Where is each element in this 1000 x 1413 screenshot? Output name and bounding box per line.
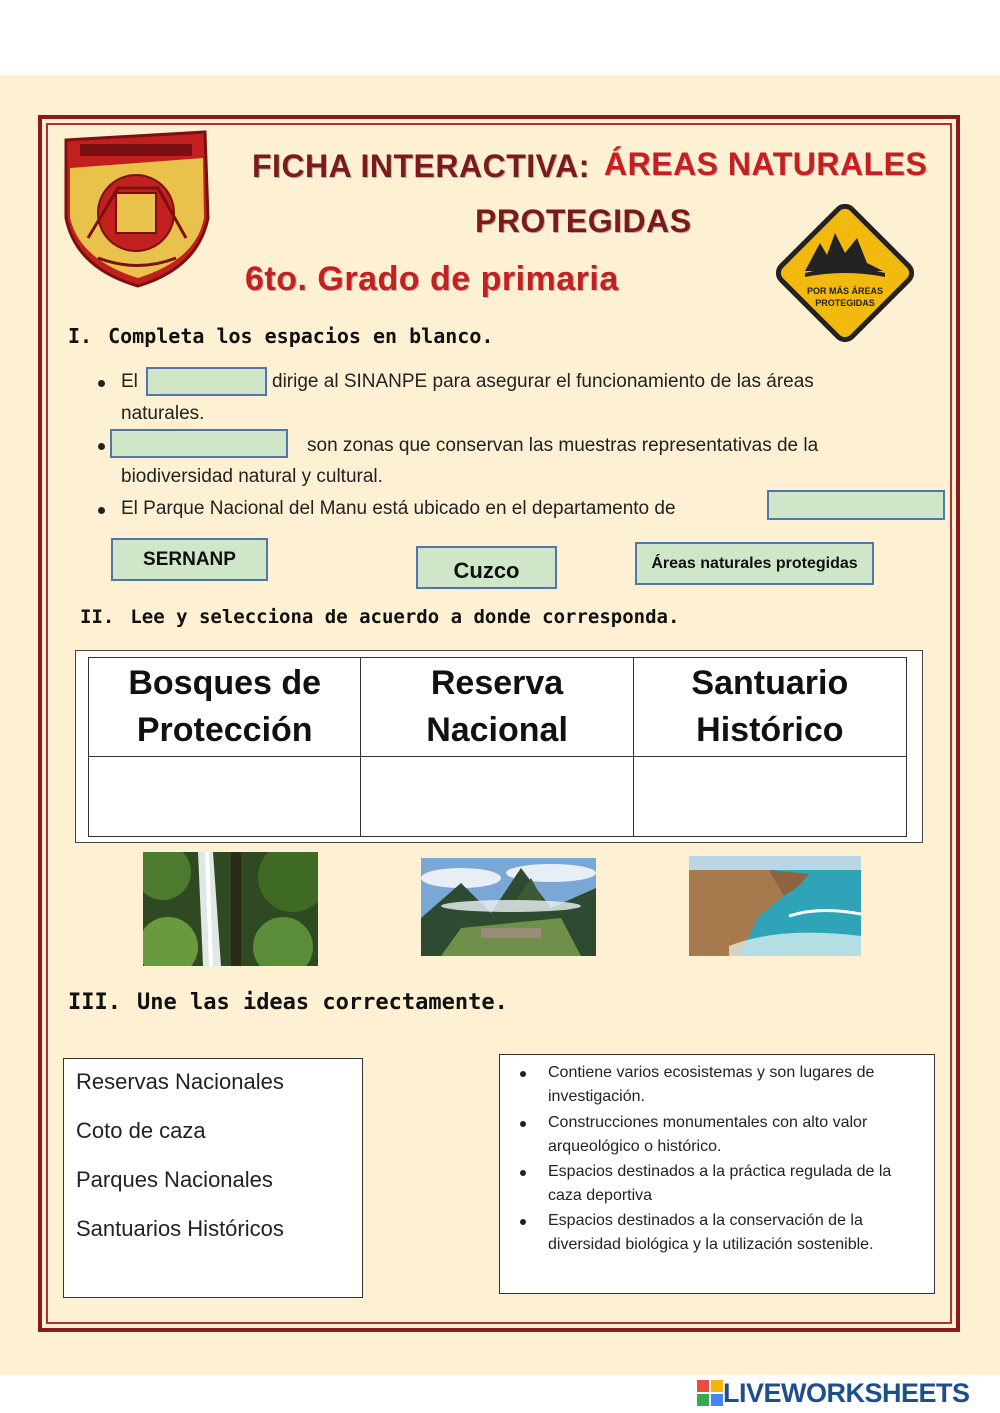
option-chip-areas[interactable]: Áreas naturales protegidas bbox=[635, 542, 874, 585]
sign-text-1: POR MÁS ÁREAS bbox=[806, 286, 884, 296]
liveworksheets-brand-text: LIVEWORKSHEETS bbox=[723, 1377, 970, 1408]
column-header-bosques bbox=[89, 658, 361, 757]
match-right-item[interactable] bbox=[548, 1061, 913, 1109]
section-1-numeral: I. bbox=[68, 324, 93, 348]
match-right-box bbox=[499, 1054, 935, 1294]
match-right-item-line-2: arqueológico o histórico. bbox=[548, 1138, 722, 1155]
drop-zone-santuario[interactable] bbox=[633, 757, 906, 837]
bullet-dot bbox=[520, 1121, 526, 1127]
school-crest-logo bbox=[58, 128, 213, 288]
section-1-heading-text: Completa los espacios en blanco. bbox=[108, 324, 494, 348]
section-2-heading-text: Lee y selecciona de acuerdo a donde corresponda. bbox=[130, 606, 680, 628]
match-left-item[interactable]: Reservas Nacionales bbox=[76, 1069, 284, 1094]
bullet-dot bbox=[98, 380, 105, 387]
match-left-box bbox=[63, 1058, 363, 1298]
match-left-item[interactable]: Santuarios Históricos bbox=[76, 1216, 284, 1241]
liveworksheets-logo[interactable] bbox=[697, 1378, 970, 1408]
column-1-line-1: Bosques de bbox=[128, 664, 322, 702]
section-2-numeral: II. bbox=[80, 606, 115, 628]
match-right-item-line-1: Espacios destinados a la conservación de la bbox=[548, 1212, 863, 1229]
bullet-2-cont: biodiversidad natural y cultural. bbox=[121, 466, 383, 487]
title-part-1: FICHA INTERACTIVA: bbox=[252, 148, 590, 184]
coastal-cliffs-image[interactable] bbox=[689, 856, 861, 956]
bullet-dot bbox=[520, 1170, 526, 1176]
column-1-line-2: Protección bbox=[136, 711, 313, 749]
liveworksheets-icon bbox=[697, 1380, 723, 1406]
section-3-heading-text: Une las ideas correctamente. bbox=[136, 990, 508, 1015]
title-part-3: PROTEGIDAS bbox=[475, 203, 692, 239]
match-right-item-line-1: Contiene varios ecosistemas y son lugares de bbox=[548, 1064, 875, 1081]
bullet-dot bbox=[520, 1219, 526, 1225]
section-1-heading bbox=[68, 324, 493, 348]
title-part-2: ÁREAS NATURALES bbox=[604, 146, 928, 182]
blank-2-input[interactable] bbox=[110, 429, 288, 458]
sign-text-2: PROTEGIDAS bbox=[815, 298, 875, 308]
section-3-numeral: III. bbox=[68, 990, 121, 1015]
bullet-dot bbox=[98, 507, 105, 514]
match-right-item[interactable] bbox=[548, 1111, 913, 1159]
bullet-3-text: El Parque Nacional del Manu está ubicado en el departamento de bbox=[121, 498, 676, 519]
column-3-line-2: Histórico bbox=[696, 711, 844, 749]
match-right-item-line-2: caza deportiva bbox=[548, 1187, 653, 1204]
option-chip-sernanp[interactable]: SERNANP bbox=[111, 538, 268, 581]
bullet-1-post: dirige al SINANPE para asegurar el funcionamiento de las áreas bbox=[272, 371, 814, 392]
option-chip-cuzco[interactable]: Cuzco bbox=[416, 546, 557, 589]
match-right-item-line-2: diversidad biológica y la utilización sostenible. bbox=[548, 1236, 874, 1253]
waterfall-forest-image[interactable] bbox=[143, 852, 318, 966]
grade-subtitle: 6to. Grado de primaria bbox=[245, 260, 619, 298]
bullet-2-post: son zonas que conservan las muestras representativas de la bbox=[307, 435, 819, 456]
bullet-1-pre: El bbox=[121, 371, 138, 392]
match-right-item-line-1: Construcciones monumentales con alto valor bbox=[548, 1114, 868, 1131]
classification-table bbox=[88, 657, 907, 837]
match-left-item[interactable]: Coto de caza bbox=[76, 1118, 206, 1143]
bullet-dot bbox=[98, 443, 105, 450]
bullet-dot bbox=[520, 1071, 526, 1077]
bullet-1-cont: naturales. bbox=[121, 403, 205, 424]
column-3-line-1: Santuario bbox=[691, 664, 849, 702]
protected-areas-sign bbox=[765, 193, 925, 353]
match-right-item-line-2: investigación. bbox=[548, 1088, 645, 1105]
column-2-line-2: Nacional bbox=[426, 711, 568, 749]
drop-zone-reserva[interactable] bbox=[361, 757, 633, 837]
drop-zone-bosques[interactable] bbox=[89, 757, 361, 837]
match-right-item[interactable] bbox=[548, 1209, 913, 1257]
match-left-item[interactable]: Parques Nacionales bbox=[76, 1167, 273, 1192]
blank-1-input[interactable] bbox=[146, 367, 267, 396]
match-right-item[interactable] bbox=[548, 1160, 913, 1208]
section-2-heading bbox=[80, 606, 679, 628]
section-3-heading bbox=[68, 990, 508, 1015]
column-header-reserva bbox=[361, 658, 633, 757]
column-header-santuario bbox=[633, 658, 906, 757]
machu-picchu-image[interactable] bbox=[421, 858, 596, 956]
blank-3-input[interactable] bbox=[767, 490, 945, 520]
column-2-line-1: Reserva bbox=[430, 664, 564, 702]
match-right-item-line-1: Espacios destinados a la práctica regulada de la bbox=[548, 1163, 892, 1180]
